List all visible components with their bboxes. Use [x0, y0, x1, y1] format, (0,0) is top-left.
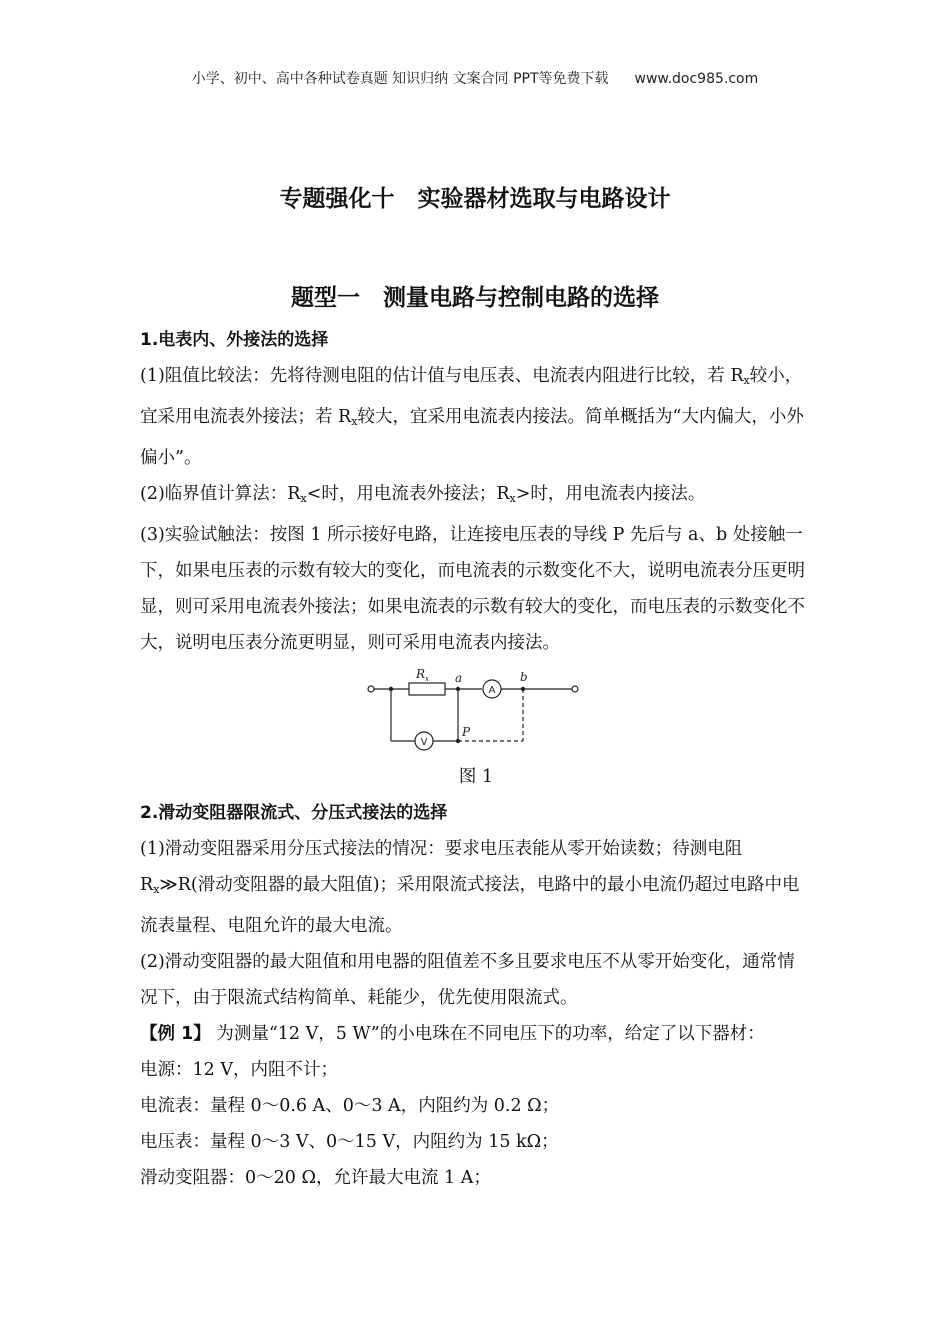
equipment-item: 滑动变阻器：0～20 Ω，允许最大电流 1 A；: [140, 1168, 491, 1188]
header-text: 小学、初中、高中各种试卷真题 知识归纳 文案合同 PPT等免费下载: [191, 71, 609, 87]
text-segment: <时，用电流表外接法；R: [306, 484, 510, 504]
heading-meter-connection: 1.电表内、外接法的选择: [140, 330, 329, 350]
label-a: a: [455, 671, 463, 685]
paragraph-trial-touch: (3)实验试触法：按图 1 所示接好电路，让连接电压表的导线 P 先后与 a、b 处接触一下，如果电压表的示数有较大的变化，而电流表的示数变化不大，说明电流表分压更明显，则可采用电流表外接法；如果电流表的示数有较大的变化，而电压表的示数变化不大，说明电压表分流更明显，则可采用电流表内接法。: [140, 525, 805, 653]
equipment-item: 电源：12 V，内阻不计；: [140, 1060, 338, 1080]
ammeter-label: A: [488, 685, 496, 696]
resistor-rx: [409, 683, 445, 695]
subscript-x: x: [743, 374, 750, 387]
equipment-item: 电流表：量程 0～0.6 A、0～3 A，内阻约为 0.2 Ω；: [140, 1096, 560, 1116]
example-tag: 【例 1】: [140, 1024, 211, 1044]
text-segment: 较小，宜采用电流表外接法；若 R: [140, 366, 803, 427]
section-title: 题型一 测量电路与控制电路的选择: [291, 285, 659, 311]
text-segment: 较大，宜采用电流表内接法。简单概括为“大内偏大，小外偏小”。: [140, 407, 804, 468]
text-segment: (2)临界值计算法：R: [140, 484, 301, 504]
label-b: b: [520, 670, 528, 684]
paragraph-limiter-case: (2)滑动变阻器的最大阻值和用电器的阻值差不多且要求电压不从零开始变化，通常情况下，由于限流式结构简单、耗能少，优先使用限流式。: [140, 952, 795, 1008]
label-r-sub: x: [425, 675, 429, 683]
header-url[interactable]: www.doc985.com: [634, 71, 759, 87]
circuit-diagram: [366, 669, 586, 759]
text-segment: >时，用电流表内接法。: [515, 484, 706, 504]
text-segment: (1)阻值比较法：先将待测电阻的估计值与电压表、电流表内阻进行比较，若 R: [140, 366, 744, 386]
terminal-left: [368, 686, 374, 692]
page-title: 专题强化十 实验器材选取与电路设计: [279, 186, 671, 212]
paragraph-divider-case: [140, 831, 812, 944]
text-segment: (1)滑动变阻器采用分压式接法的情况：要求电压表能从零开始读数；待测电阻 R: [140, 839, 743, 895]
paragraph-resistance-comparison: [140, 358, 812, 476]
subscript-x: x: [300, 492, 307, 505]
terminal-right: [572, 686, 578, 692]
example-text: 为测量“12 V，5 W”的小电珠在不同电压下的功率，给定了以下器材：: [210, 1024, 765, 1044]
subscript-x: x: [509, 492, 516, 505]
equipment-item: 电压表：量程 0～3 V、0～15 V，内阻约为 15 kΩ；: [140, 1132, 559, 1152]
text-segment: ≫R(滑动变阻器的最大阻值)；采用限流式接法，电路中的最小电流仍超过电路中电流表量程、电阻允许的最大电流。: [140, 875, 800, 936]
paragraph-critical-value: [140, 476, 812, 517]
label-p: P: [462, 725, 471, 739]
subscript-x: x: [351, 415, 358, 428]
example-intro: [140, 1016, 812, 1052]
subscript-x: x: [153, 883, 160, 896]
label-r: R: [416, 669, 426, 681]
heading-rheostat-connection: 2.滑动变阻器限流式、分压式接法的选择: [140, 803, 448, 823]
voltmeter-label: V: [420, 737, 428, 748]
figure-caption: 图 1: [458, 767, 494, 787]
page-header: [0, 68, 950, 88]
document-body: [140, 322, 812, 1196]
